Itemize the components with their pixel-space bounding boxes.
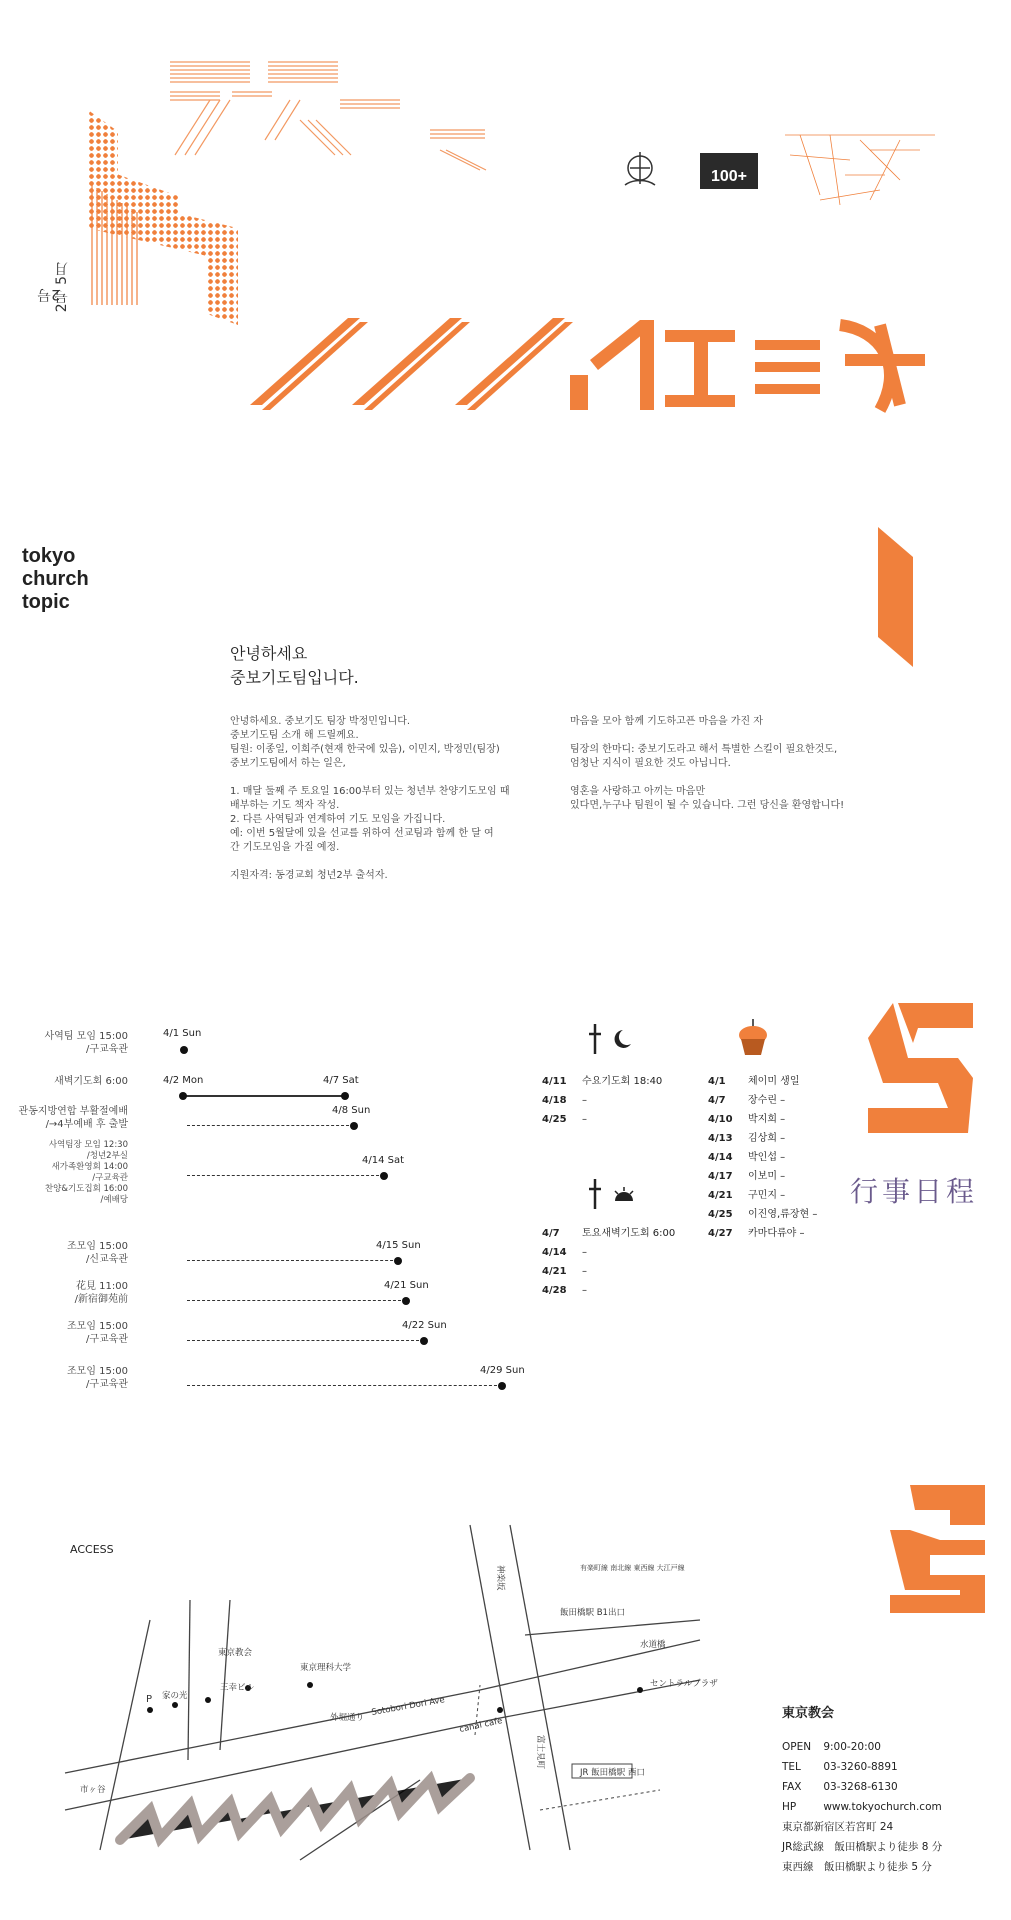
large-letter-graphic bbox=[570, 320, 925, 410]
info-key: HP bbox=[782, 1801, 797, 1813]
timeline-date: 4/22 Sun bbox=[402, 1320, 447, 1331]
info-key: FAX bbox=[782, 1781, 802, 1793]
event-text: 김상희 – bbox=[748, 1133, 786, 1144]
map-label-jr-west: JR 飯田橋駅 西口 bbox=[580, 1768, 645, 1778]
event-text: – bbox=[582, 1266, 587, 1277]
map-label-sotobori-jp: 外堀通り bbox=[330, 1713, 365, 1723]
info-row bbox=[782, 1797, 942, 1817]
event-row bbox=[708, 1167, 817, 1186]
intro-paragraph: 1. 매달 둘째 주 토요일 16:00부터 있는 청년부 찬양기도모임 때 배부하는 기도 책자 작성. 2. 다른 사역팀과 연계하여 기도 모임을 가집니다. 예: 이번 5월달에 있을 선교를 위하여 선교팀과 함께 한 달 여 간 기도모임을 가질 예정. bbox=[230, 786, 510, 853]
event-text: 수요기도회 18:40 bbox=[582, 1076, 663, 1087]
timeline-line bbox=[187, 1385, 502, 1386]
intro-paragraph: 영혼을 사랑하고 아끼는 마음만 있다면,누구나 팀원이 될 수 있습니다. 그런 당신을 환영합니다! bbox=[570, 786, 845, 811]
map-label-sanko: 三幸ビル bbox=[220, 1683, 255, 1693]
subway-directions: 東西線 飯田橋駅より徒歩 5 分 bbox=[782, 1861, 932, 1873]
event-date: 4/18 bbox=[542, 1095, 567, 1106]
map-label-fujimi: 富士見町 bbox=[535, 1735, 545, 1770]
timeline-date: 4/14 Sat bbox=[362, 1155, 405, 1166]
homepage-link[interactable]: www.tokyochurch.com bbox=[823, 1801, 942, 1813]
timeline-label: 조모임 15:00 /구교육관 bbox=[67, 1321, 128, 1345]
event-row bbox=[708, 1186, 817, 1205]
event-date: 4/17 bbox=[708, 1171, 733, 1182]
timeline-label: 사역팀 모임 15:00 /구교육관 bbox=[44, 1031, 128, 1055]
birthday-list bbox=[708, 1072, 817, 1243]
church-name: 東京教会 bbox=[782, 1706, 835, 1721]
section-number-1-icon bbox=[878, 527, 918, 667]
section-number-2-icon bbox=[868, 1003, 973, 1133]
map-label-parking: P bbox=[146, 1694, 153, 1705]
event-row bbox=[542, 1224, 675, 1243]
church-info bbox=[782, 1705, 942, 1877]
event-row bbox=[708, 1224, 817, 1243]
intro-heading-line: 안녕하세요 bbox=[230, 644, 308, 663]
wednesday-prayer-list bbox=[542, 1072, 662, 1129]
timeline-label: 관동지방연합 부활절예배 /→4부예배 후 출발 bbox=[18, 1106, 128, 1130]
sketch-graphic bbox=[785, 135, 935, 205]
event-date: 4/13 bbox=[708, 1133, 733, 1144]
event-row bbox=[542, 1091, 662, 1110]
event-row bbox=[542, 1243, 675, 1262]
timeline-label: 조모임 15:00 /신교육관 bbox=[67, 1241, 128, 1265]
intro-heading bbox=[230, 642, 359, 690]
saturday-prayer-list bbox=[542, 1224, 675, 1300]
topic-line: tokyo bbox=[22, 545, 76, 567]
event-row bbox=[542, 1262, 675, 1281]
event-date: 4/14 bbox=[708, 1152, 733, 1163]
map-label-subway-lines: 有楽町線 南北線 東西線 大江戸線 bbox=[580, 1564, 685, 1572]
striped-title-graphic bbox=[170, 62, 486, 170]
event-date: 4/25 bbox=[708, 1209, 733, 1220]
access-map bbox=[60, 1520, 718, 1880]
intro-heading-line: 중보기도팀입니다. bbox=[230, 668, 359, 687]
timeline-date: 4/7 Sat bbox=[323, 1075, 359, 1086]
event-text: 장수린 – bbox=[748, 1095, 786, 1106]
timeline-date: 4/29 Sun bbox=[480, 1365, 525, 1376]
event-text: 박인섭 – bbox=[748, 1152, 786, 1163]
map-label-sotobori-en: Sotobori Dori Ave bbox=[370, 1695, 446, 1718]
event-date: 4/7 bbox=[542, 1228, 560, 1239]
info-row bbox=[782, 1757, 942, 1777]
timeline-dot bbox=[420, 1337, 428, 1345]
access-title: ACCESS bbox=[70, 1543, 114, 1556]
event-date: 4/10 bbox=[708, 1114, 733, 1125]
map-label-rika: 東京理科大学 bbox=[300, 1663, 352, 1673]
event-date: 4/27 bbox=[708, 1228, 733, 1239]
anniversary-badge bbox=[700, 153, 758, 189]
event-row bbox=[708, 1091, 817, 1110]
cupcake-icon bbox=[737, 1017, 769, 1057]
event-text: – bbox=[582, 1095, 587, 1106]
intro-paragraph: 마음을 모아 함께 기도하고픈 마음을 가진 자 bbox=[570, 716, 763, 727]
topic-line: church bbox=[22, 568, 89, 590]
timeline-line bbox=[187, 1175, 384, 1176]
event-text: – bbox=[582, 1247, 587, 1258]
event-text: 이보미 – bbox=[748, 1171, 786, 1182]
topic-line: topic bbox=[22, 591, 70, 613]
event-row bbox=[708, 1110, 817, 1129]
timeline-line bbox=[187, 1260, 398, 1261]
map-label-canal: canal cafe bbox=[458, 1716, 504, 1735]
map-label-kagurazaka: 神楽坂 bbox=[495, 1565, 505, 1591]
diagonal-bars-graphic bbox=[250, 318, 573, 410]
info-value: 9:00-20:00 bbox=[823, 1741, 881, 1753]
event-row bbox=[542, 1281, 675, 1300]
event-date: 4/21 bbox=[708, 1190, 733, 1201]
timeline-line bbox=[183, 1095, 345, 1097]
event-date: 4/21 bbox=[542, 1266, 567, 1277]
timeline-line bbox=[187, 1340, 424, 1341]
schedule-title: 行事日程 bbox=[850, 1175, 979, 1208]
timeline-dot bbox=[380, 1172, 388, 1180]
event-text: 체이미 생일 bbox=[748, 1076, 800, 1087]
event-date: 4/11 bbox=[542, 1076, 567, 1087]
map-label-ienohikari: 家の光 bbox=[162, 1691, 188, 1701]
church-logo bbox=[625, 152, 655, 185]
timeline-line bbox=[187, 1125, 354, 1126]
info-key: OPEN bbox=[782, 1741, 812, 1753]
issue-caption: 2号 bbox=[37, 286, 60, 302]
address: 東京都新宿区若宮町 24 bbox=[782, 1821, 894, 1833]
event-text: 토요새벽기도회 6:00 bbox=[582, 1228, 676, 1239]
issue-vertical-text: 2号 5月 bbox=[54, 262, 70, 313]
event-row bbox=[708, 1205, 817, 1224]
event-row bbox=[708, 1072, 817, 1091]
event-date: 4/1 bbox=[708, 1076, 726, 1087]
timeline-label: 花見 11:00 /新宿御苑前 bbox=[74, 1281, 128, 1305]
timeline-dot bbox=[180, 1046, 188, 1054]
event-date: 4/14 bbox=[542, 1247, 567, 1258]
map-label-central: セントラルプラザ bbox=[650, 1679, 718, 1689]
section-number-3-icon bbox=[890, 1485, 985, 1613]
info-key: TEL bbox=[782, 1761, 801, 1773]
event-text: 박지희 – bbox=[748, 1114, 786, 1125]
timeline-dot bbox=[402, 1297, 410, 1305]
info-value: 03-3268-6130 bbox=[823, 1781, 898, 1793]
cross-moon-icon bbox=[585, 1022, 635, 1058]
topic-title bbox=[22, 545, 89, 614]
event-text: 구민지 – bbox=[748, 1190, 786, 1201]
timeline-label: 새벽기도회 6:00 bbox=[54, 1076, 128, 1087]
event-date: 4/28 bbox=[542, 1285, 567, 1296]
event-text: – bbox=[582, 1285, 587, 1296]
svg-text:100+: 100+ bbox=[710, 168, 748, 185]
intro-right-column bbox=[570, 715, 900, 813]
timeline-date: 4/2 Mon bbox=[163, 1075, 204, 1086]
timeline-dot bbox=[341, 1092, 349, 1100]
timeline-date: 4/1 Sun bbox=[163, 1028, 202, 1039]
event-text: 카마다류야 – bbox=[748, 1228, 805, 1239]
timeline-dot bbox=[498, 1382, 506, 1390]
map-label-suido: 水道橋 bbox=[640, 1640, 666, 1650]
timeline-date: 4/21 Sun bbox=[384, 1280, 429, 1291]
event-text: 이진영,류장현 – bbox=[748, 1209, 818, 1220]
map-label-iidabashi-exit: 飯田橋駅 B1出口 bbox=[560, 1608, 625, 1618]
map-label-ichigaya: 市ヶ谷 bbox=[80, 1785, 106, 1795]
info-value: 03-3260-8891 bbox=[823, 1761, 898, 1773]
event-row bbox=[542, 1072, 662, 1091]
event-row bbox=[708, 1148, 817, 1167]
info-row bbox=[782, 1737, 942, 1757]
timeline-dot bbox=[394, 1257, 402, 1265]
timeline-line bbox=[187, 1300, 406, 1301]
event-date: 4/7 bbox=[708, 1095, 726, 1106]
event-row bbox=[708, 1129, 817, 1148]
jr-directions: JR総武線 飯田橋駅より徒歩 8 分 bbox=[782, 1841, 943, 1853]
event-row bbox=[542, 1110, 662, 1129]
event-date: 4/25 bbox=[542, 1114, 567, 1125]
map-label-church: 東京教会 bbox=[218, 1648, 253, 1658]
timeline-label: 조모임 15:00 /구교육관 bbox=[67, 1366, 128, 1390]
event-text: – bbox=[582, 1114, 587, 1125]
timeline-dot bbox=[350, 1122, 358, 1130]
intro-paragraph: 지원자격: 동경교회 청년2부 출석자. bbox=[230, 870, 388, 881]
intro-left-column bbox=[230, 715, 560, 883]
cross-sun-icon bbox=[585, 1177, 635, 1213]
timeline-date: 4/8 Sun bbox=[332, 1105, 371, 1116]
intro-paragraph: 안녕하세요. 중보기도 팀장 박정민입니다. 중보기도팀 소개 해 드릴께요. 팀원: 이종일, 이희주(현재 한국에 있음), 이민지, 박정민(팀장) 중보기도팀에서 하는 일은, bbox=[230, 716, 500, 769]
timeline-dot bbox=[179, 1092, 187, 1100]
timeline-date: 4/15 Sun bbox=[376, 1240, 421, 1251]
timeline-label: 사역팀장 모임 12:30 /청년2부실 새가족환영회 14:00 /구교육관 찬양&기도집회 16:00 /예배당 bbox=[44, 1140, 128, 1205]
info-row bbox=[782, 1777, 942, 1797]
intro-paragraph: 팀장의 한마디: 중보기도라고 해서 특별한 스킬이 필요한것도, 엄청난 지식이 필요한 것도 아닙니다. bbox=[570, 744, 838, 769]
